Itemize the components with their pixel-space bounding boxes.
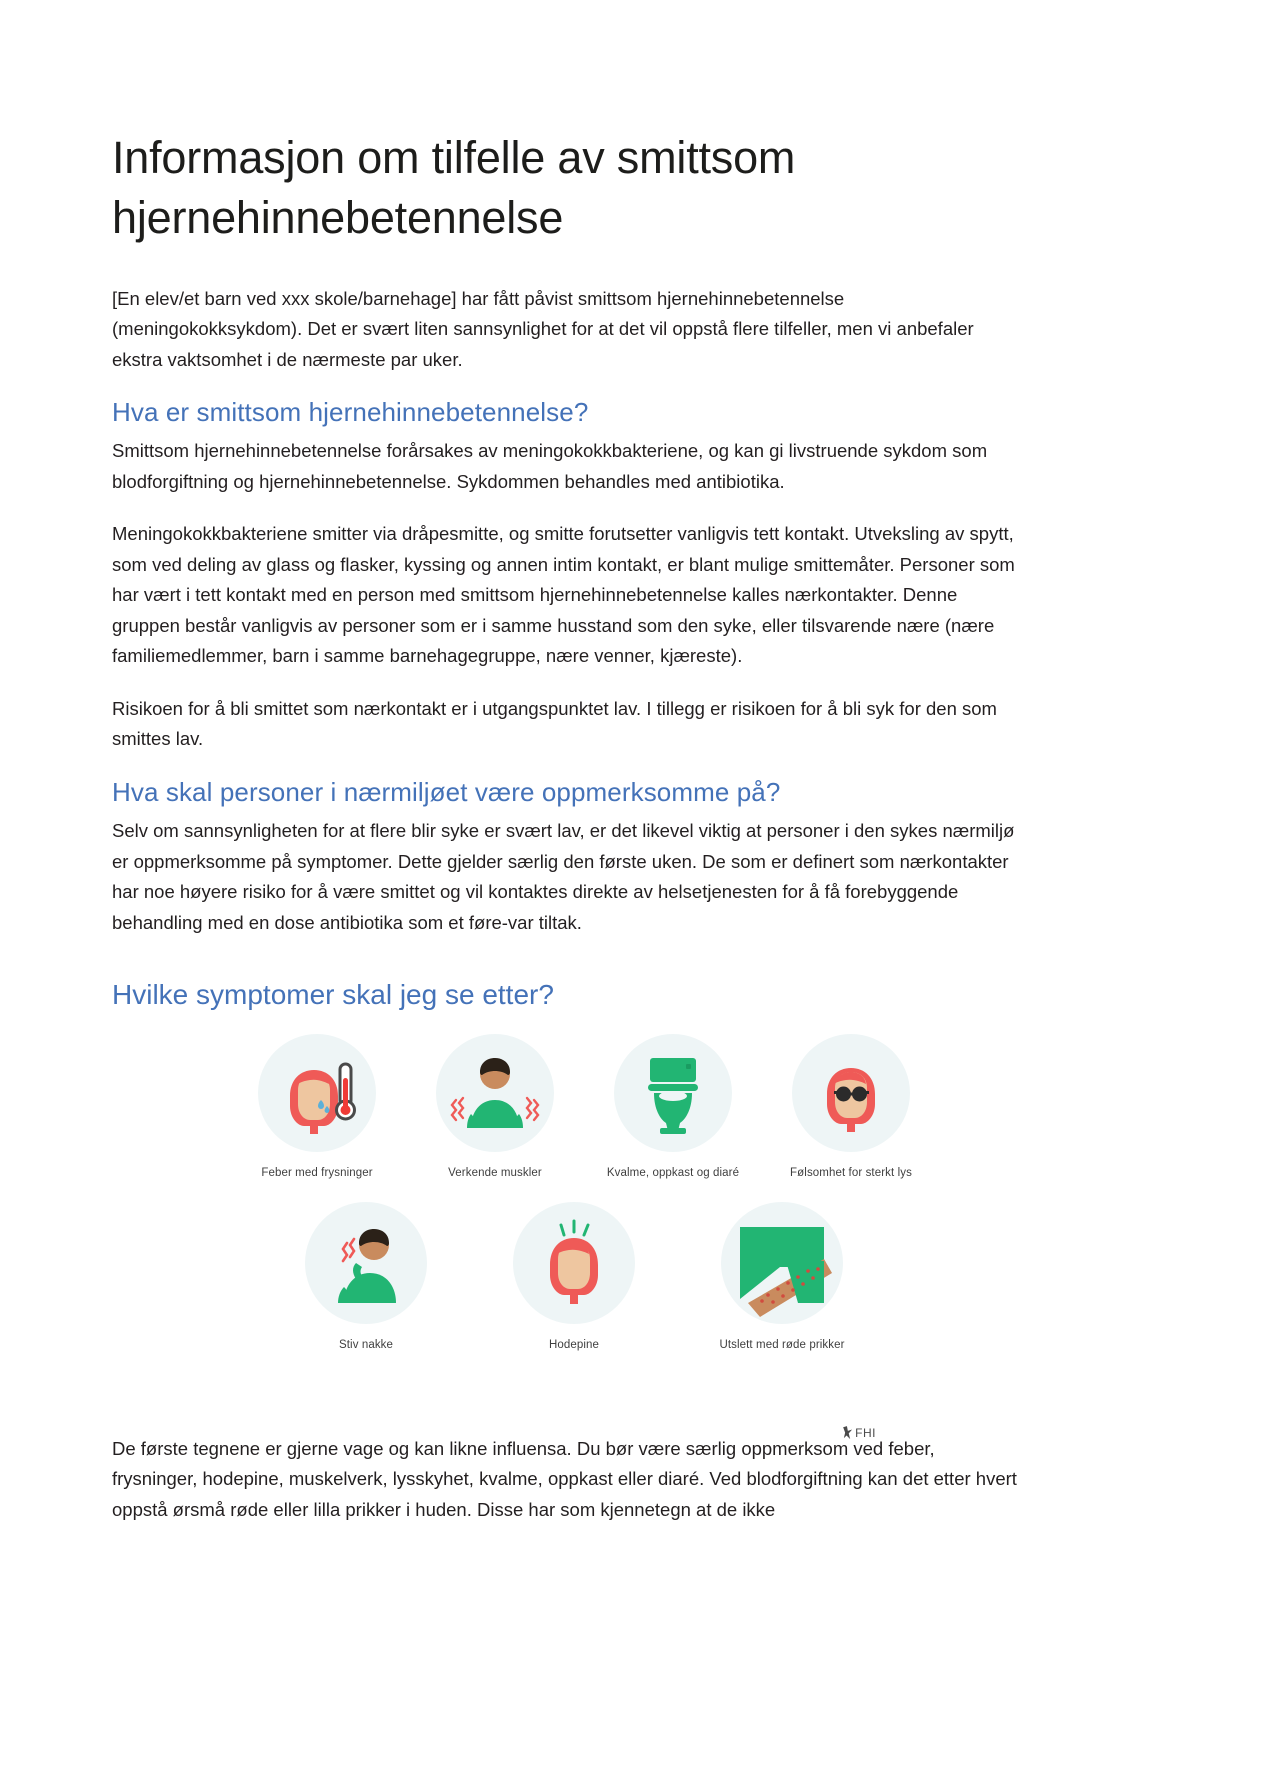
symptom-label: Utslett med røde prikker — [719, 1339, 845, 1352]
light-sensitivity-icon — [792, 1034, 910, 1152]
headache-icon — [513, 1202, 635, 1324]
attention-paragraph-1: Selv om sannsynligheten for at flere blir syke er svært lav, er det likevel viktig at personer i den sykes nærmiljø er oppmerksomme på symptomer. Dette gjelder særlig den første uken. De som er definert som nærkontakter har noe høyere risiko for å være smittet og vil kontaktes direkte av helsetjenesten for å få forebyggende behandling med en dose antibiotika som et føre-var tiltak. — [112, 820, 1015, 933]
symptom-label: Stiv nakke — [338, 1339, 394, 1352]
stiff-neck-icon — [305, 1202, 427, 1324]
symptom-label: Feber med frysninger — [261, 1166, 373, 1179]
fhi-logo-text: FHI — [855, 1425, 876, 1440]
intro-block — [112, 284, 1018, 376]
document-content — [112, 0, 1018, 1547]
symptom-item-headache — [495, 1202, 653, 1352]
aching-muscles-icon — [436, 1034, 554, 1152]
symptom-label: Hodepine — [548, 1339, 600, 1352]
symptom-illustration-figure — [112, 1034, 1018, 1440]
section-heading-attention: Hva skal personer i nærmiljøet være oppmerksomme på? — [112, 776, 781, 807]
symptom-item-stiff-neck — [287, 1202, 445, 1352]
fever-chills-icon — [258, 1034, 376, 1152]
symptom-item-fever — [238, 1034, 396, 1180]
section-symptoms — [112, 978, 1018, 1525]
red-spots-rash-icon — [721, 1202, 843, 1324]
fhi-logo — [843, 1426, 876, 1440]
symptom-item-rash — [703, 1202, 861, 1352]
what-is-paragraph-1: Smittsom hjernehinnebetennelse forårsakes av meningokokkbakteriene, og kan gi livstruende sykdom som blodforgiftning og hjernehinnebetennelse. Sykdommen behandles med antibiotika. — [112, 440, 988, 492]
nausea-vomiting-diarrhea-icon — [614, 1034, 732, 1152]
symptom-label: Verkende muskler — [448, 1166, 542, 1179]
symptom-row-1 — [112, 1034, 1018, 1180]
symptom-label: Følsomhet for sterkt lys — [790, 1166, 912, 1179]
symptoms-closing-paragraph: De første tegnene er gjerne vage og kan likne influensa. Du bør være særlig oppmerksom ved feber, frysninger, hodepine, muskelverk, lysskyhet, kvalme, oppkast eller diaré. Ved blodforgiftning kan det etter hvert oppstå ørsmå røde eller lilla prikker i huden. Disse har som kjennetegn at de ikke — [112, 1437, 1017, 1520]
symptom-row-2 — [112, 1202, 1018, 1352]
symptom-item-nausea — [594, 1034, 752, 1180]
symptom-item-aching-muscles — [416, 1034, 574, 1180]
intro-paragraph: [En elev/et barn ved xxx skole/barnehage] har fått påvist smittsom hjernehinnebetennelse (meningokokksykdom). Det er svært liten sannsynlighet for at det vil oppstå flere tilfeller, men vi anbefaler ekstra vaktsomhet i de nærmeste par uker. — [112, 287, 974, 370]
what-is-paragraph-2: Meningokokkbakteriene smitter via dråpesmitte, og smitte forutsetter vanligvis tett kontakt. Utveksling av spytt, som ved deling av glass og flasker, kyssing og annen intim kontakt, er blant mulige smittemåter. Personer som har vært i tett kontakt med en person med smittsom hjernehinnebetennelse kalles nærkontakter. Denne gruppen består vanligvis av personer som er i samme husstand som den syke, eller tilsvarende nære (nære familiemedlemmer, barn i samme barnehagegruppe, nære venner, kjæreste). — [112, 523, 1015, 667]
section-what-is — [112, 397, 1018, 755]
symptom-label: Kvalme, oppkast og diaré — [606, 1166, 740, 1179]
what-is-paragraph-3: Risikoen for å bli smittet som nærkontakt er i utgangspunktet lav. I tillegg er risikoen for å bli syk for den som smittes lav. — [112, 697, 997, 750]
fhi-star-icon — [843, 1426, 852, 1439]
symptom-item-light-sensitivity — [772, 1034, 930, 1180]
section-attention — [112, 777, 1018, 938]
page-title: Informasjon om tilfelle av smittsom hjernehinnebetennelse — [112, 132, 796, 243]
section-heading-what-is: Hva er smittsom hjernehinnebetennelse? — [112, 397, 589, 428]
section-heading-symptoms: Hvilke symptomer skal jeg se etter? — [112, 979, 554, 1011]
